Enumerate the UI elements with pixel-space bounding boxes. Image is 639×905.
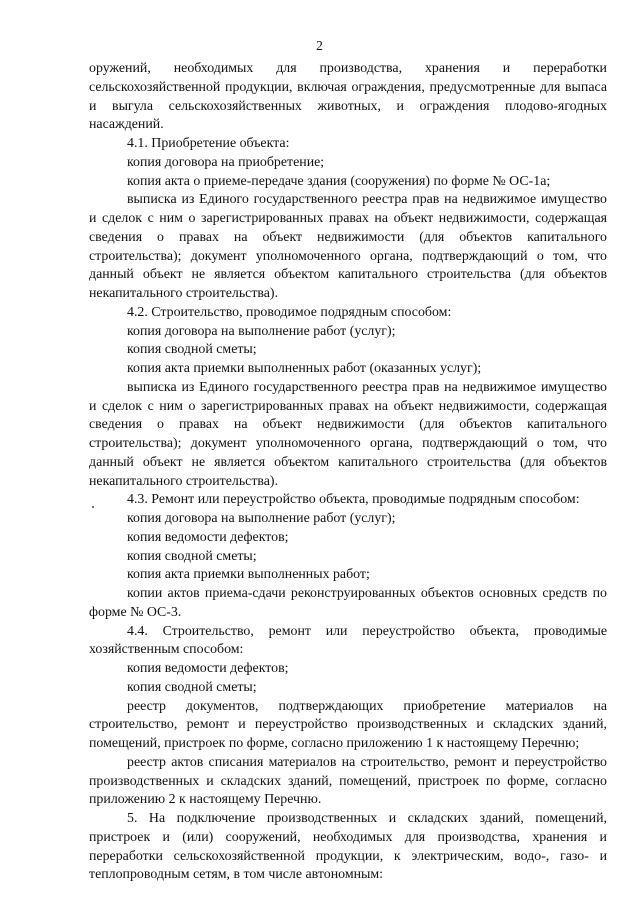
paragraph: 4.1. Приобретение объекта: <box>127 136 290 151</box>
paragraph: копия акта приемки выполненных работ; <box>127 567 370 583</box>
paragraph: выписка из Единого государственного реестра прав на недвижимое имущество и сделок с ним о зарегистрированных правах на объект недвижимости, содержащая сведения о правах на объект недвижимости (для объектов капитального строительства); документ уполномоченного органа, подтверждающий о том, что данный объект не является объектом капитального строительства (для объектов некапитального строительства). <box>89 379 607 489</box>
paragraph: копия акта о приеме-передаче здания (сооружения) по форме № ОС-1а; <box>127 173 551 189</box>
paragraph: 4.2. Строительство, проводимое подрядным способом: <box>127 304 452 320</box>
paragraph: реестр документов, подтверждающих приобретение материалов на строительство, ремонт и переустройство производственных и складских зданий, помещений, пристроек по форме, согласно приложению 1 к настоящему Перечню; <box>89 698 607 751</box>
paragraph: реестр актов списания материалов на строительство, ремонт и переустройство производственных и складских зданий, помещений, пристроек по форме, согласно приложению 2 к настоящему Перечню. <box>89 754 607 808</box>
paragraph: копия договора на выполнение работ (услуг); <box>127 323 396 339</box>
paragraph: копия договора на выполнение работ (услуг); <box>127 511 396 526</box>
paragraph: выписка из Единого государственного реестра прав на недвижимое имущество и сделок с ним о зарегистрированных правах на объект недвижимости, содержащая сведения о правах на объект недвижимости (для объектов капитального строительства); документ уполномоченного органа, подтверждающий о том, что данный объект не является объектом капитального строительства (для объектов некапитального строительства). <box>89 192 607 301</box>
paragraph: копия сводной сметы; <box>127 342 257 358</box>
paragraph: копия договора на приобретение; <box>127 154 325 170</box>
paragraph: 4.3. Ремонт или переустройство объекта, проводимые подрядным способом: <box>127 492 580 508</box>
paragraph: копии актов приема-сдачи реконструированных объектов основных средств по форме № ОС-3. <box>89 586 607 620</box>
paragraph: копия акта приемки выполненных работ (оказанных услуг); <box>127 361 482 376</box>
paragraph: оружений, необходимых для производства, хранения и переработки сельскохозяйственной продукции, включая ограждения, предусмотренные для выпаса и выгула сельскохозяйственных животных, и ограждения плодово-ягодных насаждений. <box>89 61 607 133</box>
paragraph: 4.4. Строительство, ремонт или переустройство объекта, проводимые хозяйственным способом: <box>89 623 607 658</box>
page-number: 2 <box>316 38 323 53</box>
paragraph: копия сводной сметы; <box>127 548 257 564</box>
paragraph: копия сводной сметы; <box>127 679 257 695</box>
paragraph: копия ведомости дефектов; <box>127 529 289 545</box>
paragraph: копия ведомости дефектов; <box>127 661 289 676</box>
paragraph: 5. На подключение производственных и складских зданий, помещений, пристроек и (или) сооружений, необходимых для производства, хранения и переработки сельскохозяйственной продукции, к электрическим, водо-, газо- и теплопроводным сетям, в том числе автономным: <box>89 811 607 883</box>
document-body <box>89 60 607 885</box>
